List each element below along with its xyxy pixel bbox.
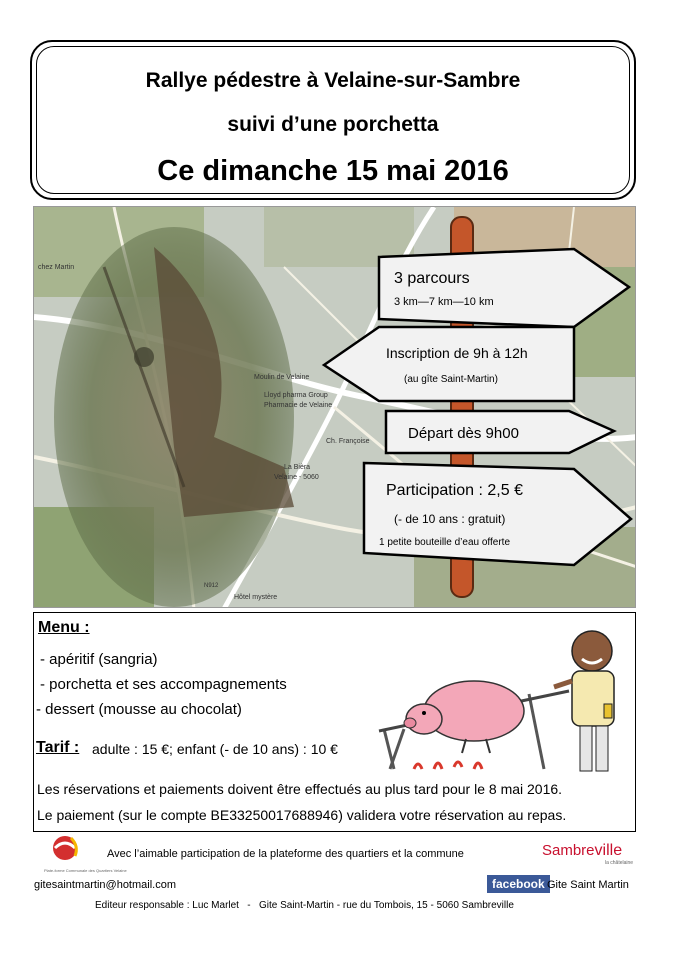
event-subtitle: suivi d’une porchetta bbox=[227, 113, 439, 136]
map-label-4: Pharmacie de Velaine bbox=[264, 402, 333, 409]
sign-inscription-title: Inscription de 9h à 12h bbox=[386, 345, 528, 361]
tarif-label: Tarif : bbox=[36, 739, 80, 756]
support-text: Avec l’aimable participation de la plateforme des quartiers et la commune bbox=[107, 848, 464, 860]
editeur-responsable: Editeur responsable : Luc Marlet - Gite Saint-Martin - rue du Tombois, 15 - 5060 Sambreville bbox=[95, 900, 514, 911]
map-label-2: Moulin de Velaine bbox=[254, 374, 310, 381]
plateforme-logo-icon bbox=[45, 834, 85, 870]
map-label-7: Velaine - 5060 bbox=[274, 474, 319, 481]
map-label-9: N912 bbox=[204, 583, 219, 589]
map-label-6: La Bièra bbox=[284, 464, 311, 471]
man-leg-left bbox=[580, 726, 592, 771]
menu-item-porchetta: - porchetta et ses accompagnements bbox=[40, 676, 287, 693]
hiker-figure bbox=[134, 347, 154, 367]
sign-depart-text: Départ dès 9h00 bbox=[408, 425, 519, 442]
menu-heading: Menu : bbox=[38, 619, 90, 636]
event-title: Rallye pédestre à Velaine-sur-Sambre bbox=[145, 69, 521, 92]
sign-parcours bbox=[379, 249, 629, 327]
header-inner-border bbox=[36, 46, 630, 194]
payment-info: Le paiement (sur le compte BE33250017688946) validera votre réservation au repas. bbox=[37, 807, 567, 823]
map-illustration bbox=[33, 206, 636, 608]
map-label-5: Ch. Françoise bbox=[326, 438, 370, 445]
man-leg-right bbox=[596, 726, 608, 771]
map-svg bbox=[34, 207, 636, 608]
sambreville-ville: ville bbox=[594, 842, 623, 859]
porchetta-cartoon bbox=[354, 619, 634, 774]
man-arm bbox=[554, 681, 572, 687]
sign-participation-detail: (- de 10 ans : gratuit) bbox=[394, 512, 506, 526]
event-date: Ce dimanche 15 mai 2016 bbox=[157, 155, 509, 187]
menu-item-dessert: - dessert (mousse au chocolat) bbox=[36, 701, 242, 718]
man-glass bbox=[604, 704, 612, 718]
fire-flames bbox=[414, 762, 482, 769]
menu-box bbox=[33, 612, 636, 832]
man-head bbox=[572, 631, 612, 671]
contact-email[interactable]: gitesaintmartin@hotmail.com bbox=[34, 879, 176, 891]
menu-item-aperitif: - apéritif (sangria) bbox=[40, 651, 158, 668]
header-box bbox=[30, 40, 636, 200]
map-label-8: Hôtel mystère bbox=[234, 594, 278, 601]
facebook-badge[interactable]: facebook bbox=[487, 875, 550, 893]
sign-inscription-detail: (au gîte Saint-Martin) bbox=[404, 374, 498, 385]
tarif-text: adulte : 15 €; enfant (- de 10 ans) : 10 € bbox=[92, 741, 338, 757]
map-label-1: chez Martin bbox=[38, 264, 75, 271]
pig-snout bbox=[404, 718, 416, 728]
sign-participation-title: Participation : 2,5 € bbox=[386, 482, 523, 499]
sign-parcours-title: 3 parcours bbox=[394, 270, 470, 287]
sambreville-sambre: Sambre bbox=[542, 842, 595, 859]
spit-stand-left-2 bbox=[390, 729, 404, 769]
sign-participation-extra: 1 petite bouteille d’eau offerte bbox=[379, 537, 511, 548]
sambreville-tagline: la châtelaine bbox=[605, 860, 634, 866]
sign-inscription bbox=[324, 327, 574, 401]
map-label-3: Lloyd pharma Group bbox=[264, 392, 328, 399]
plateforme-logo-caption: Plate-forme Communale des Quartiers Velaine bbox=[44, 868, 127, 873]
sambreville-logo bbox=[542, 842, 622, 860]
spit-stand-right bbox=[529, 694, 544, 769]
pig-eye bbox=[422, 711, 426, 715]
reservation-deadline: Les réservations et paiements doivent être effectués au plus tard pour le 8 mai 2016. bbox=[37, 781, 563, 797]
sign-parcours-detail: 3 km—7 km—10 km bbox=[394, 296, 494, 308]
facebook-page-name[interactable]: Gite Saint Martin bbox=[547, 879, 629, 891]
